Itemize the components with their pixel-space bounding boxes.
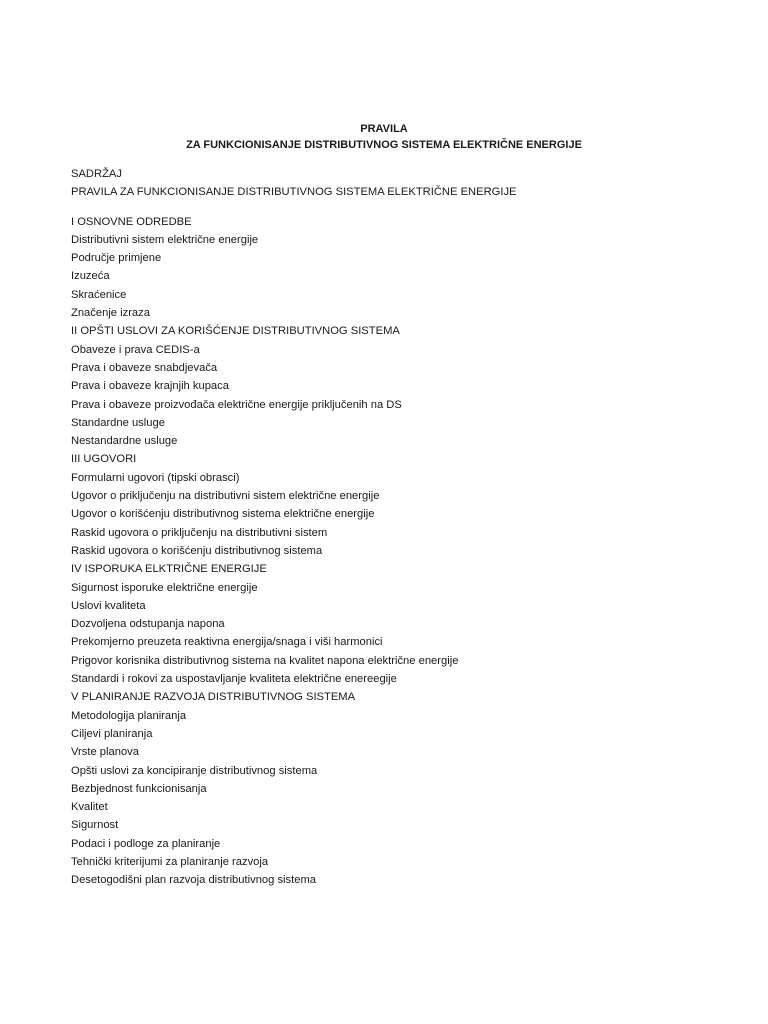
toc-entry: Prava i obaveze proizvođača električne energije priključenih na DS xyxy=(71,398,402,411)
toc-entry: Ciljevi planiranja xyxy=(71,727,153,740)
toc-entry: Raskid ugovora o korišćenju distributivnog sistema xyxy=(71,544,323,557)
toc-entry: Standardne usluge xyxy=(71,416,165,429)
toc-entry: Sigurnost isporuke električne energije xyxy=(71,581,258,594)
toc-entry: V PLANIRANJE RAZVOJA DISTRIBUTIVNOG SISTEMA xyxy=(71,691,356,704)
toc-entry: Prava i obaveze krajnjih kupaca xyxy=(71,380,229,393)
toc-entry: Prigovor korisnika distributivnog sistema na kvalitet napona električne energije xyxy=(71,654,459,667)
toc-entry: Prava i obaveze snabdjevača xyxy=(71,361,218,374)
toc-entry: Izuzeća xyxy=(71,270,110,283)
contents-heading: SADRŽAJ xyxy=(71,168,122,180)
table-of-contents xyxy=(71,165,731,890)
toc-entry: Uslovi kvaliteta xyxy=(71,599,146,612)
toc-entry: Ugovor o korišćenju distributivnog sistema električne energije xyxy=(71,508,375,521)
toc-entry: Vrste planova xyxy=(71,746,139,759)
toc-entry: Desetogodišni plan razvoja distributivnog sistema xyxy=(71,874,317,887)
toc-entry: Kvalitet xyxy=(71,801,108,814)
toc-entry: Značenje izraza xyxy=(71,307,150,320)
toc-entry: Skraćenice xyxy=(71,288,127,301)
toc-entry: Distributivni sistem električne energije xyxy=(71,233,259,246)
document-subtitle: ZA FUNKCIONISANJE DISTRIBUTIVNOG SISTEMA ELEKTRIČNE ENERGIJE xyxy=(186,139,582,151)
toc-entry: Obaveze i prava CEDIS-a xyxy=(71,343,200,356)
toc-entry: Prekomjerno preuzeta reaktivna energija/snaga i viši harmonici xyxy=(71,636,383,649)
toc-entry: Područje primjene xyxy=(71,252,162,265)
toc-entry: Opšti uslovi za koncipiranje distributivnog sistema xyxy=(71,764,318,777)
toc-entry: I OSNOVNE ODREDBE xyxy=(71,215,192,228)
toc-entry: Bezbjednost funkcionisanja xyxy=(71,782,207,795)
toc-entry: Formularni ugovori (tipski obrasci) xyxy=(71,471,240,484)
toc-entry: Nestandardne usluge xyxy=(71,435,178,448)
toc-entry: Tehnički kriterijumi za planiranje razvoja xyxy=(71,855,269,868)
toc-entry: Metodologija planiranja xyxy=(71,709,187,722)
toc-entry: Raskid ugovora o priključenju na distributivni sistem xyxy=(71,526,328,539)
toc-entry: Podaci i podloge za planiranje xyxy=(71,837,221,850)
toc-entry: III UGOVORI xyxy=(71,453,137,466)
toc-entry: Ugovor o priključenju na distributivni sistem električne energije xyxy=(71,490,380,503)
toc-entry: Sigurnost xyxy=(71,819,119,832)
toc-entry: II OPŠTI USLOVI ZA KORIŠĆENJE DISTRIBUTIVNOG SISTEMA xyxy=(71,325,400,338)
title-block xyxy=(0,121,768,153)
toc-entry: IV ISPORUKA ELKTRIČNE ENERGIJE xyxy=(71,563,267,576)
contents-title: PRAVILA ZA FUNKCIONISANJE DISTRIBUTIVNOG SISTEMA ELEKTRIČNE ENERGIJE xyxy=(71,186,517,199)
toc-list xyxy=(71,213,731,890)
document-title: PRAVILA xyxy=(360,123,408,135)
toc-entry: Standardi i rokovi za uspostavljanje kvaliteta električne enereegije xyxy=(71,673,397,686)
spacer xyxy=(71,202,731,213)
toc-entry: Dozvoljena odstupanja napona xyxy=(71,618,225,631)
